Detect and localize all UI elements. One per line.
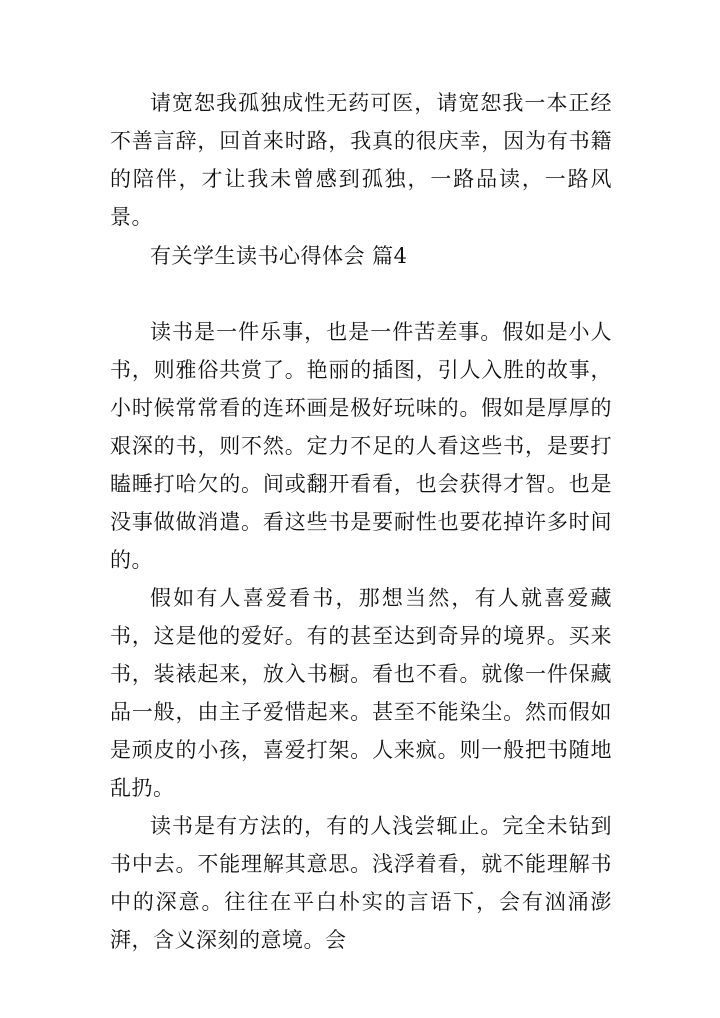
paragraph-reading-method: 读书是有方法的，有的人浅尝辄止。完全未钻到书中去。不能理解其意思。浅浮着看，就不能理解书中的深意。往往在平白朴实的言语下，会有汹涌澎湃，含义深刻的意境。会 [110, 814, 612, 952]
paragraph-book-collecting: 假如有人喜爱看书，那想当然，有人就喜爱藏书，这是他的爱好。有的甚至达到奇异的境界。买来书，装裱起来，放入书橱。看也不看。就像一件保藏品一般，由主子爱惜起来。甚至不能染尘。然而假如是顽皮的小孩，喜爱打架。人来疯。则一般把书随地乱扔。 [110, 586, 612, 800]
paragraph-reading-joy: 读书是一件乐事，也是一件苦差事。假如是小人书，则雅俗共赏了。艳丽的插图，引人入胜的故事，小时候常常看的连环画是极好玩味的。假如是厚厚的艰深的书，则不然。定力不足的人看这些书，是要打瞌睡打哈欠的。间或翻开看看，也会获得才智。也是没事做做消遣。看这些书是要耐性也要花掉许多时间的。 [110, 320, 612, 572]
section-heading: 有关学生读书心得体会 篇4 [150, 244, 408, 268]
paragraph-forgiveness: 请宽恕我孤独成性无药可医，请宽恕我一本正经不善言辞，回首来时路，我真的很庆幸，因为有书籍的陪伴，才让我未曾感到孤独，一路品读，一路风景。 [110, 91, 612, 229]
